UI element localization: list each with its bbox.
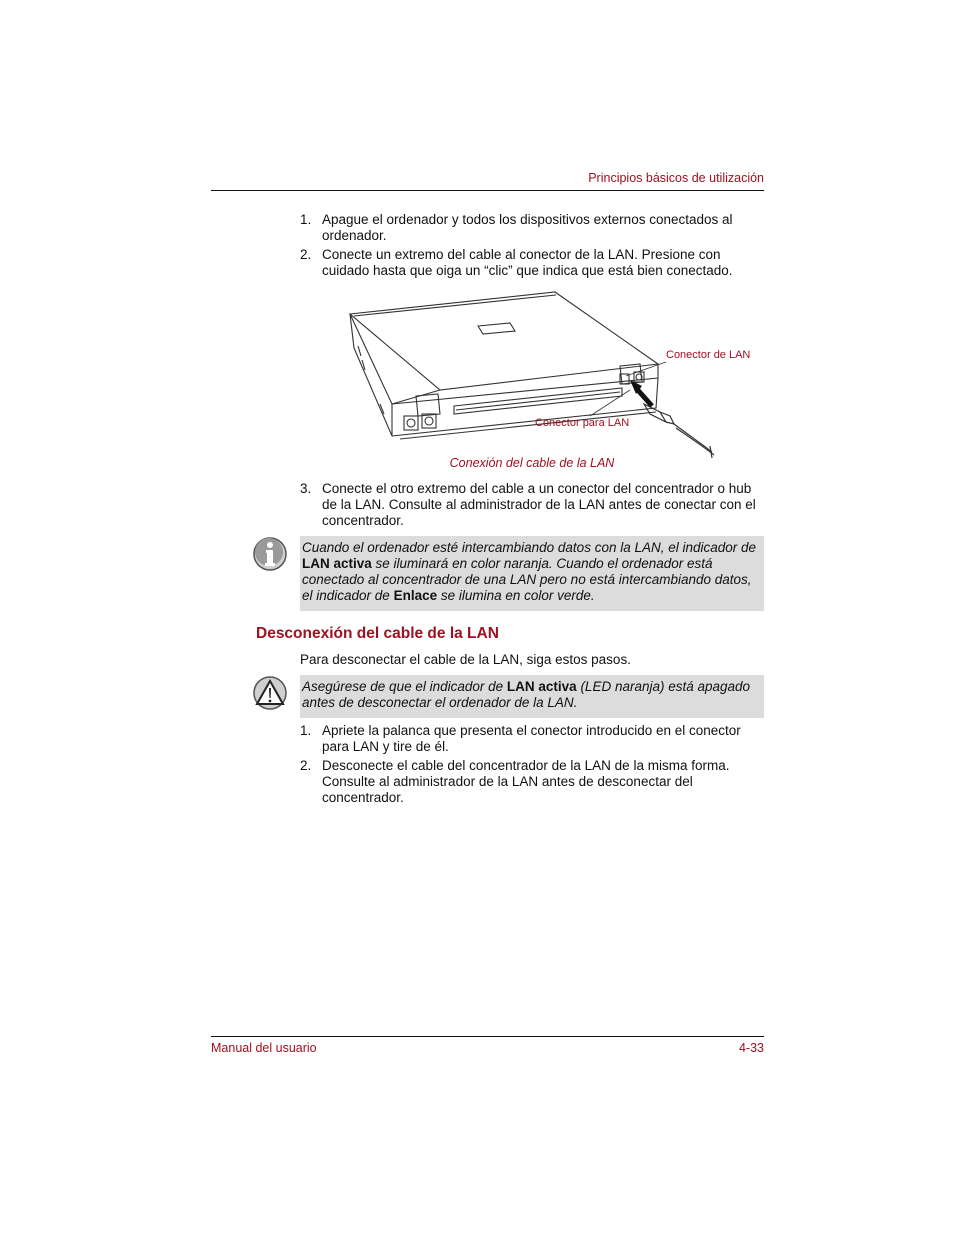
section-intro: Para desconectar el cable de la LAN, siga estos pasos. xyxy=(300,652,631,667)
laptop-illustration xyxy=(340,286,760,461)
callout-lan-plug: Conector para LAN xyxy=(535,417,630,429)
step-text: Apriete la palanca que presenta el conector introducido en el conector para LAN y tire de él. xyxy=(322,723,741,754)
note-bold-term: Enlace xyxy=(393,588,438,603)
laptop-lan-figure xyxy=(340,286,760,461)
step-item xyxy=(300,758,764,806)
note-bold-term: LAN activa xyxy=(302,556,372,571)
info-icon xyxy=(252,536,288,572)
note-text: se ilumina en color verde. xyxy=(437,588,595,603)
warning-icon xyxy=(252,675,288,711)
step-text: Desconecte el cable del concentrador de la LAN de la misma forma. Consulte al administrador de la LAN antes de desconectar del concentrador. xyxy=(322,758,730,805)
note-text: (LED naranja) está apagado antes de desconectar el ordenador de la LAN. xyxy=(302,679,751,710)
footer-rule xyxy=(211,1036,764,1037)
info-note xyxy=(300,536,764,611)
step-number: 2. xyxy=(300,758,312,773)
step-number: 1. xyxy=(300,212,312,227)
note-text: Cuando el ordenador esté intercambiando datos con la LAN, el indicador de xyxy=(302,540,757,555)
note-text: Asegúrese de que el indicador de xyxy=(302,679,507,694)
warning-note xyxy=(300,675,764,718)
step-number: 3. xyxy=(300,481,312,496)
page-number: 4-33 xyxy=(738,1041,764,1055)
footer-title: Manual del usuario xyxy=(211,1041,317,1055)
note-bold-term: LAN activa xyxy=(506,679,577,694)
note-text: se iluminará en color naranja. Cuando el ordenador está conectado al concentrador de una LAN pero no está intercambiando datos, el indicador de xyxy=(302,556,752,603)
step-text: Apague el ordenador y todos los dispositivos externos conectados al ordenador. xyxy=(322,212,733,243)
section-title: Desconexión del cable de la LAN xyxy=(256,625,499,642)
step-number: 2. xyxy=(300,247,312,262)
header-rule xyxy=(211,190,764,191)
running-header: Principios básicos de utilización xyxy=(588,171,764,185)
step-item xyxy=(300,212,764,244)
figure-caption: Conexión del cable de la LAN xyxy=(449,456,615,470)
callout-lan-connector: Conector de LAN xyxy=(666,349,751,361)
step-item xyxy=(300,247,764,279)
step-text: Conecte el otro extremo del cable a un conector del concentrador o hub de la LAN. Consulte al administrador de la LAN antes de conectar con el concentrador. xyxy=(322,481,756,528)
step-item xyxy=(300,723,764,755)
step-text: Conecte un extremo del cable al conector de la LAN. Presione con cuidado hasta que oiga un “clic” que indica que está bien conectado. xyxy=(322,247,733,278)
step-item xyxy=(300,481,764,529)
step-number: 1. xyxy=(300,723,312,738)
